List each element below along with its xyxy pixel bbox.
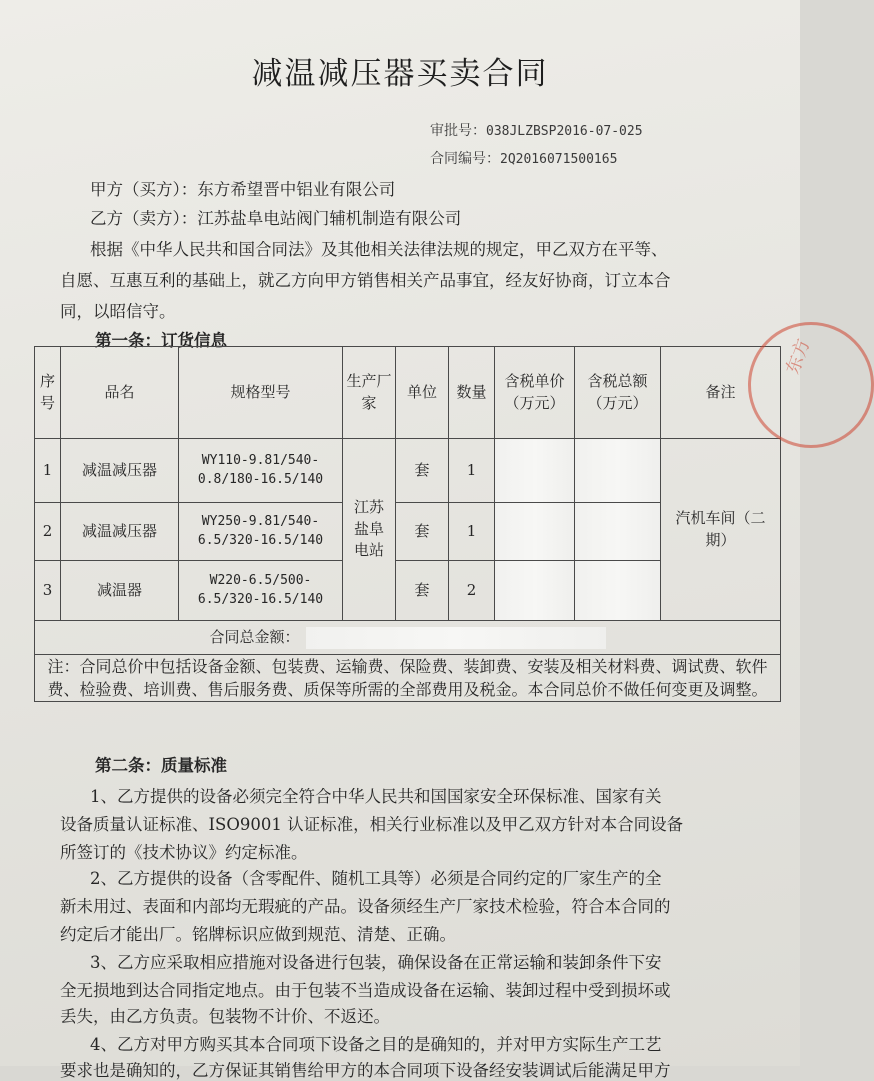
redacted-cell bbox=[575, 439, 661, 503]
total-row bbox=[35, 621, 781, 655]
clause-line: 设备质量认证标准、ISO9001 认证标准，相关行业标准以及甲乙双方针对本合同设备 bbox=[60, 815, 684, 834]
party-a: 甲方（买方）：东方希望晋中铝业有限公司 bbox=[90, 180, 396, 199]
party-b: 乙方（卖方）：江苏盐阜电站阀门辅机制造有限公司 bbox=[90, 209, 462, 228]
row-name: 减温器 bbox=[61, 561, 179, 621]
redacted-cell bbox=[575, 503, 661, 561]
clause-line: 约定后才能出厂。铭牌标识应做到规范、清楚、正确。 bbox=[60, 925, 456, 944]
row-no: 1 bbox=[35, 439, 61, 503]
order-table bbox=[34, 346, 781, 702]
row-spec: WY110-9.81/540-0.8/180-16.5/140 bbox=[179, 439, 343, 503]
clause-line: 1、乙方提供的设备必须完全符合中华人民共和国国家安全环保标准、国家有关 bbox=[90, 787, 662, 806]
header-maker: 生产厂家 bbox=[343, 347, 396, 439]
note-cell: 注：合同总价中包括设备金额、包装费、运输费、保险费、装卸费、安装及相关材料费、调试费、软件费、检验费、培训费、售后服务费、质保等所需的全部费用及税金。本合同总价不做任何变更及调整。 bbox=[35, 655, 781, 702]
clause-line: 3、乙方应采取相应措施对设备进行包装，确保设备在正常运输和装卸条件下安 bbox=[90, 953, 662, 972]
remark-cell: 汽机车间（二期） bbox=[661, 439, 781, 621]
header-total: 含税总额（万元） bbox=[575, 347, 661, 439]
section-1-heading: 第一条：订货信息 bbox=[95, 331, 227, 350]
clause-line: 2、乙方提供的设备（含零配件、随机工具等）必须是合同约定的厂家生产的全 bbox=[90, 869, 662, 888]
clause-line: 丢失，由乙方负责。包装物不计价、不返还。 bbox=[60, 1007, 390, 1026]
row-spec: W220-6.5/500-6.5/320-16.5/140 bbox=[179, 561, 343, 621]
clause-line: 所签订的《技术协议》约定标准。 bbox=[60, 843, 308, 862]
redacted-cell bbox=[575, 561, 661, 621]
clause-line: 新未用过、表面和内部均无瑕疵的产品。设备须经生产厂家技术检验，符合本合同的 bbox=[60, 897, 671, 916]
row-no: 3 bbox=[35, 561, 61, 621]
approval-number: 审批号：038JLZBSP2016-07-025 bbox=[430, 123, 643, 139]
preamble-line: 根据《中华人民共和国合同法》及其他相关法律法规的规定，甲乙双方在平等、 bbox=[90, 240, 668, 259]
row-unit: 套 bbox=[396, 439, 449, 503]
header-spec: 规格型号 bbox=[179, 347, 343, 439]
row-name: 减温减压器 bbox=[61, 439, 179, 503]
clause-line: 全无损地到达合同指定地点。由于包装不当造成设备在运输、装卸过程中受到损坏或 bbox=[60, 981, 671, 1000]
maker-cell: 江苏盐阜电站 bbox=[343, 439, 396, 621]
header-qty: 数量 bbox=[449, 347, 495, 439]
total-label: 合同总金额： bbox=[209, 627, 300, 646]
row-no: 2 bbox=[35, 503, 61, 561]
preamble-line: 自愿、互惠互利的基础上，就乙方向甲方销售相关产品事宜，经友好协商，订立本合 bbox=[60, 271, 671, 290]
row-spec: WY250-9.81/540-6.5/320-16.5/140 bbox=[179, 503, 343, 561]
row-unit: 套 bbox=[396, 561, 449, 621]
header-unit-price: 含税单价（万元） bbox=[495, 347, 575, 439]
header-unit: 单位 bbox=[396, 347, 449, 439]
row-unit: 套 bbox=[396, 503, 449, 561]
section-2-heading: 第二条：质量标准 bbox=[95, 756, 227, 775]
row-qty: 1 bbox=[449, 503, 495, 561]
redacted-cell bbox=[495, 439, 575, 503]
table-header-row bbox=[35, 347, 781, 439]
row-name: 减温减压器 bbox=[61, 503, 179, 561]
redacted-cell bbox=[495, 503, 575, 561]
row-qty: 2 bbox=[449, 561, 495, 621]
redacted-cell bbox=[495, 561, 575, 621]
table-row bbox=[35, 439, 781, 503]
preamble-line: 同，以昭信守。 bbox=[60, 302, 176, 321]
redacted-amount bbox=[306, 627, 606, 649]
total-cell bbox=[35, 621, 781, 655]
header-name: 品名 bbox=[61, 347, 179, 439]
header-no: 序号 bbox=[35, 347, 61, 439]
header-remark: 备注 bbox=[661, 347, 781, 439]
contract-title: 减温减压器买卖合同 bbox=[251, 56, 549, 92]
clause-line: 要求也是确知的，乙方保证其销售给甲方的本合同项下设备经安装调试后能满足甲方 bbox=[60, 1061, 671, 1080]
clause-line: 4、乙方对甲方购买其本合同项下设备之目的是确知的，并对甲方实际生产工艺 bbox=[90, 1035, 662, 1054]
contract-number: 合同编号：2Q2016071500165 bbox=[430, 151, 618, 167]
company-seal: 东方 bbox=[748, 322, 874, 448]
row-qty: 1 bbox=[449, 439, 495, 503]
note-row bbox=[35, 655, 781, 702]
